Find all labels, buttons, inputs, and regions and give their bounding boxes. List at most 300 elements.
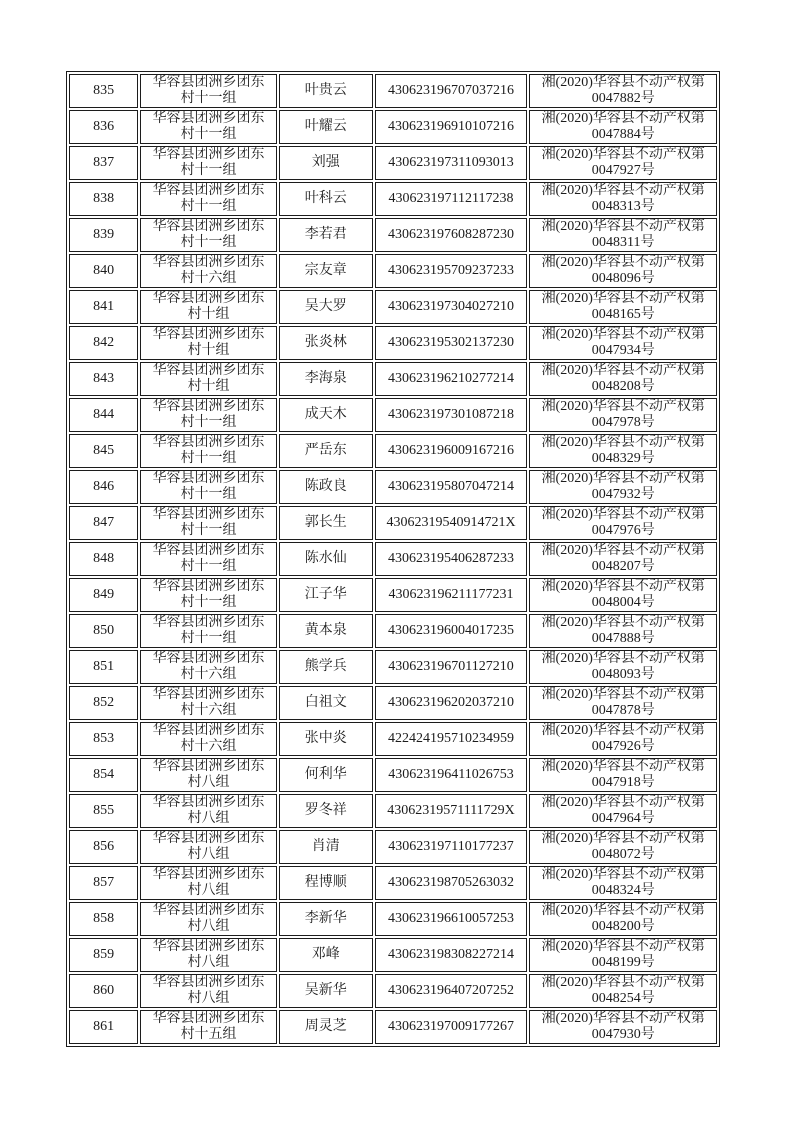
cell-name-text: 江子华 (304, 587, 347, 602)
cell-location-text: 华容县团洲乡团东 (152, 183, 265, 198)
table-row (69, 398, 717, 432)
cell-name-text: 周灵芝 (304, 1019, 347, 1034)
cell-id-number-text: 430623197009177267 (388, 1019, 515, 1034)
cell-id-number (375, 362, 528, 396)
cell-name-text: 罗冬祥 (304, 803, 347, 818)
cell-certificate-text: 0048200号 (591, 919, 655, 934)
cell-location (140, 794, 277, 828)
cell-row-number-text: 850 (93, 623, 115, 638)
cell-location (140, 362, 277, 396)
cell-certificate-text: 湘(2020)华容县不动产权第 (541, 255, 705, 270)
cell-location-text: 村十一组 (180, 415, 237, 430)
cell-id-number-text: 430623197311093013 (388, 155, 514, 170)
cell-certificate-text: 湘(2020)华容县不动产权第 (541, 903, 705, 918)
cell-name-text: 叶耀云 (304, 119, 347, 134)
cell-certificate-text: 0047930号 (591, 1027, 655, 1042)
cell-certificate-text: 湘(2020)华容县不动产权第 (541, 687, 705, 702)
cell-id-number (375, 506, 528, 540)
cell-certificate (529, 722, 717, 756)
cell-row-number-text: 858 (93, 911, 115, 926)
cell-certificate (529, 326, 717, 360)
cell-id-number-text: 430623196707037216 (388, 83, 515, 98)
cell-location-text: 村十组 (187, 307, 230, 322)
cell-certificate-text: 0048199号 (591, 955, 655, 970)
cell-certificate-text: 0047978号 (591, 415, 655, 430)
cell-location-text: 村十一组 (180, 595, 237, 610)
cell-certificate-text: 0047878号 (591, 703, 655, 718)
cell-location-text: 村十一组 (180, 163, 237, 178)
cell-id-number (375, 614, 528, 648)
cell-name (279, 686, 373, 720)
cell-location-text: 村十组 (187, 379, 230, 394)
cell-location (140, 146, 277, 180)
cell-certificate-text: 0048329号 (591, 451, 655, 466)
cell-name (279, 182, 373, 216)
cell-id-number (375, 650, 528, 684)
cell-certificate-text: 湘(2020)华容县不动产权第 (541, 507, 705, 522)
cell-name (279, 614, 373, 648)
cell-row-number (69, 326, 138, 360)
cell-row-number-text: 846 (93, 479, 115, 494)
cell-certificate (529, 434, 717, 468)
cell-row-number (69, 542, 138, 576)
cell-certificate-text: 湘(2020)华容县不动产权第 (541, 831, 705, 846)
cell-location-text: 华容县团洲乡团东 (152, 867, 265, 882)
cell-name (279, 794, 373, 828)
cell-location (140, 902, 277, 936)
cell-row-number (69, 470, 138, 504)
cell-id-number-text: 430623195406287233 (388, 551, 515, 566)
cell-certificate-text: 湘(2020)华容县不动产权第 (541, 183, 705, 198)
cell-location (140, 974, 277, 1008)
cell-name (279, 722, 373, 756)
table-row (69, 110, 717, 144)
cell-certificate (529, 614, 717, 648)
cell-row-number (69, 110, 138, 144)
cell-row-number-text: 837 (93, 155, 115, 170)
cell-certificate (529, 578, 717, 612)
cell-id-number-text: 430623196211177231 (388, 587, 514, 602)
cell-location-text: 村十六组 (180, 739, 237, 754)
cell-name (279, 326, 373, 360)
cell-name-text: 刘强 (311, 155, 340, 170)
cell-certificate-text: 湘(2020)华容县不动产权第 (541, 975, 705, 990)
cell-row-number-text: 844 (93, 407, 115, 422)
cell-certificate (529, 794, 717, 828)
table-row (69, 686, 717, 720)
cell-row-number-text: 843 (93, 371, 115, 386)
cell-certificate (529, 974, 717, 1008)
cell-location (140, 542, 277, 576)
cell-certificate-text: 湘(2020)华容县不动产权第 (541, 795, 705, 810)
cell-location-text: 华容县团洲乡团东 (152, 939, 265, 954)
cell-row-number-text: 840 (93, 263, 115, 278)
cell-name (279, 506, 373, 540)
cell-certificate-text: 湘(2020)华容县不动产权第 (541, 435, 705, 450)
cell-id-number (375, 866, 528, 900)
cell-name (279, 110, 373, 144)
cell-certificate-text: 0048208号 (591, 379, 655, 394)
cell-name-text: 成天木 (304, 407, 347, 422)
cell-certificate-text: 0048313号 (591, 199, 655, 214)
cell-row-number (69, 650, 138, 684)
cell-name (279, 398, 373, 432)
cell-name-text: 白祖文 (304, 695, 347, 710)
cell-location-text: 华容县团洲乡团东 (152, 687, 265, 702)
cell-certificate-text: 湘(2020)华容县不动产权第 (541, 651, 705, 666)
cell-location (140, 722, 277, 756)
cell-id-number (375, 578, 528, 612)
cell-location-text: 华容县团洲乡团东 (152, 759, 265, 774)
cell-certificate-text: 0047926号 (591, 739, 655, 754)
cell-id-number-text: 430623198308227214 (388, 947, 515, 962)
cell-location-text: 村十五组 (180, 1027, 237, 1042)
cell-certificate (529, 542, 717, 576)
cell-certificate-text: 0048254号 (591, 991, 655, 1006)
cell-certificate-text: 湘(2020)华容县不动产权第 (541, 939, 705, 954)
cell-certificate-text: 湘(2020)华容县不动产权第 (541, 399, 705, 414)
cell-certificate (529, 290, 717, 324)
cell-row-number-text: 855 (93, 803, 115, 818)
cell-name (279, 758, 373, 792)
cell-certificate-text: 0048165号 (591, 307, 655, 322)
cell-row-number-text: 851 (93, 659, 115, 674)
cell-id-number (375, 830, 528, 864)
cell-location-text: 华容县团洲乡团东 (152, 363, 265, 378)
table-row (69, 974, 717, 1008)
cell-row-number (69, 290, 138, 324)
cell-id-number (375, 326, 528, 360)
cell-id-number (375, 254, 528, 288)
cell-name-text: 郭长生 (304, 515, 347, 530)
cell-location-text: 村十一组 (180, 91, 237, 106)
cell-certificate-text: 0048207号 (591, 559, 655, 574)
table-row (69, 1010, 717, 1044)
cell-row-number (69, 938, 138, 972)
cell-certificate (529, 506, 717, 540)
cell-location-text: 村十一组 (180, 451, 237, 466)
cell-row-number-text: 836 (93, 119, 115, 134)
cell-name-text: 宗友章 (304, 263, 347, 278)
cell-id-number-text: 430623197301087218 (388, 407, 515, 422)
cell-id-number (375, 290, 528, 324)
cell-id-number-text: 430623197608287230 (388, 227, 515, 242)
cell-certificate-text: 0048096号 (591, 271, 655, 286)
cell-id-number-text: 430623196009167216 (388, 443, 515, 458)
table-row (69, 182, 717, 216)
cell-row-number (69, 218, 138, 252)
cell-certificate-text: 湘(2020)华容县不动产权第 (541, 471, 705, 486)
cell-name (279, 974, 373, 1008)
cell-certificate (529, 110, 717, 144)
cell-location-text: 华容县团洲乡团东 (152, 903, 265, 918)
cell-name (279, 542, 373, 576)
cell-location-text: 华容县团洲乡团东 (152, 1011, 265, 1026)
cell-name-text: 何利华 (304, 767, 347, 782)
table-row (69, 614, 717, 648)
cell-location-text: 村十六组 (180, 271, 237, 286)
table-row (69, 902, 717, 936)
table-row (69, 650, 717, 684)
cell-certificate-text: 0048311号 (591, 235, 655, 250)
cell-name (279, 938, 373, 972)
cell-row-number (69, 398, 138, 432)
cell-id-number-text: 430623195807047214 (388, 479, 515, 494)
cell-location (140, 290, 277, 324)
cell-location (140, 398, 277, 432)
table-row (69, 866, 717, 900)
cell-location-text: 华容县团洲乡团东 (152, 291, 265, 306)
cell-location-text: 村十一组 (180, 487, 237, 502)
cell-location-text: 华容县团洲乡团东 (152, 543, 265, 558)
cell-row-number-text: 841 (93, 299, 115, 314)
cell-location (140, 182, 277, 216)
cell-location-text: 村八组 (187, 883, 230, 898)
cell-location-text: 华容县团洲乡团东 (152, 75, 265, 90)
cell-row-number-text: 848 (93, 551, 115, 566)
cell-certificate-text: 0047927号 (591, 163, 655, 178)
cell-certificate-text: 0047976号 (591, 523, 655, 538)
cell-name-text: 陈政良 (304, 479, 347, 494)
cell-row-number-text: 860 (93, 983, 115, 998)
cell-row-number (69, 974, 138, 1008)
cell-certificate-text: 湘(2020)华容县不动产权第 (541, 111, 705, 126)
cell-row-number-text: 861 (93, 1019, 115, 1034)
cell-id-number-text: 430623196411026753 (388, 767, 514, 782)
cell-id-number (375, 434, 528, 468)
cell-location-text: 村十六组 (180, 667, 237, 682)
cell-location (140, 254, 277, 288)
cell-name-text: 严岳东 (304, 443, 347, 458)
cell-location-text: 村十六组 (180, 703, 237, 718)
cell-id-number-text: 43062319571111729X (387, 803, 515, 818)
cell-location-text: 华容县团洲乡团东 (152, 795, 265, 810)
cell-certificate-text: 0047932号 (591, 487, 655, 502)
cell-row-number (69, 794, 138, 828)
cell-location-text: 华容县团洲乡团东 (152, 219, 265, 234)
cell-certificate-text: 0047934号 (591, 343, 655, 358)
cell-location-text: 华容县团洲乡团东 (152, 507, 265, 522)
table-row (69, 290, 717, 324)
cell-certificate (529, 218, 717, 252)
cell-certificate-text: 0048324号 (591, 883, 655, 898)
cell-row-number-text: 849 (93, 587, 115, 602)
cell-location-text: 村八组 (187, 955, 230, 970)
cell-certificate-text: 湘(2020)华容县不动产权第 (541, 327, 705, 342)
cell-row-number-text: 852 (93, 695, 115, 710)
cell-row-number-text: 853 (93, 731, 115, 746)
cell-name-text: 吴新华 (304, 983, 347, 998)
cell-certificate (529, 686, 717, 720)
cell-location (140, 110, 277, 144)
cell-row-number (69, 686, 138, 720)
cell-row-number-text: 845 (93, 443, 115, 458)
cell-certificate-text: 0048093号 (591, 667, 655, 682)
cell-name-text: 程博顺 (304, 875, 347, 890)
table-row (69, 830, 717, 864)
cell-id-number (375, 470, 528, 504)
cell-row-number-text: 835 (93, 83, 115, 98)
table-row (69, 470, 717, 504)
cell-location-text: 村八组 (187, 991, 230, 1006)
cell-name (279, 866, 373, 900)
cell-row-number (69, 614, 138, 648)
cell-location-text: 华容县团洲乡团东 (152, 471, 265, 486)
cell-row-number (69, 182, 138, 216)
cell-id-number (375, 686, 528, 720)
cell-name (279, 254, 373, 288)
cell-location (140, 434, 277, 468)
cell-location-text: 华容县团洲乡团东 (152, 111, 265, 126)
cell-certificate-text: 0047918号 (591, 775, 655, 790)
cell-certificate (529, 146, 717, 180)
cell-id-number-text: 43062319540914721X (386, 515, 516, 530)
cell-location (140, 650, 277, 684)
cell-certificate (529, 1010, 717, 1044)
cell-id-number-text: 430623196004017235 (388, 623, 515, 638)
cell-certificate-text: 湘(2020)华容县不动产权第 (541, 363, 705, 378)
table-row (69, 578, 717, 612)
cell-name (279, 830, 373, 864)
cell-name (279, 434, 373, 468)
cell-row-number (69, 254, 138, 288)
cell-location-text: 村十组 (187, 343, 230, 358)
cell-name (279, 578, 373, 612)
table-row (69, 326, 717, 360)
cell-location-text: 华容县团洲乡团东 (152, 651, 265, 666)
cell-id-number (375, 938, 528, 972)
cell-name-text: 李海泉 (304, 371, 347, 386)
cell-id-number (375, 398, 528, 432)
cell-location-text: 华容县团洲乡团东 (152, 615, 265, 630)
cell-location-text: 华容县团洲乡团东 (152, 831, 265, 846)
cell-location (140, 686, 277, 720)
cell-id-number-text: 430623197304027210 (388, 299, 515, 314)
cell-row-number (69, 758, 138, 792)
cell-name (279, 470, 373, 504)
cell-row-number (69, 74, 138, 108)
cell-certificate (529, 182, 717, 216)
cell-location-text: 村十一组 (180, 631, 237, 646)
cell-name-text: 叶贵云 (304, 83, 347, 98)
cell-id-number-text: 430623196910107216 (388, 119, 515, 134)
cell-name-text: 叶科云 (304, 191, 347, 206)
cell-id-number-text: 430623195709237233 (388, 263, 515, 278)
cell-id-number (375, 1010, 528, 1044)
cell-certificate (529, 866, 717, 900)
table-row (69, 362, 717, 396)
cell-row-number (69, 146, 138, 180)
cell-certificate (529, 758, 717, 792)
cell-certificate-text: 湘(2020)华容县不动产权第 (541, 543, 705, 558)
cell-location (140, 74, 277, 108)
cell-certificate (529, 938, 717, 972)
cell-id-number (375, 542, 528, 576)
cell-location (140, 614, 277, 648)
cell-row-number (69, 362, 138, 396)
cell-location-text: 村八组 (187, 919, 230, 934)
cell-certificate-text: 0047884号 (591, 127, 655, 142)
cell-location-text: 村八组 (187, 847, 230, 862)
cell-location-text: 村十一组 (180, 559, 237, 574)
cell-id-number (375, 794, 528, 828)
cell-name-text: 黄本泉 (304, 623, 347, 638)
cell-id-number (375, 146, 528, 180)
cell-row-number-text: 857 (93, 875, 115, 890)
cell-location (140, 506, 277, 540)
cell-row-number (69, 902, 138, 936)
cell-id-number (375, 722, 528, 756)
cell-id-number-text: 430623197112117238 (388, 191, 514, 206)
cell-certificate-text: 0047882号 (591, 91, 655, 106)
cell-location-text: 村八组 (187, 811, 230, 826)
cell-certificate-text: 湘(2020)华容县不动产权第 (541, 579, 705, 594)
cell-certificate-text: 0048072号 (591, 847, 655, 862)
cell-certificate (529, 398, 717, 432)
cell-location-text: 村十一组 (180, 127, 237, 142)
cell-location (140, 326, 277, 360)
cell-row-number-text: 859 (93, 947, 115, 962)
cell-location-text: 华容县团洲乡团东 (152, 975, 265, 990)
cell-name (279, 902, 373, 936)
registration-table (66, 71, 720, 1047)
cell-certificate-text: 湘(2020)华容县不动产权第 (541, 759, 705, 774)
cell-id-number-text: 430623198705263032 (388, 875, 515, 890)
cell-row-number-text: 839 (93, 227, 115, 242)
cell-name (279, 1010, 373, 1044)
cell-row-number (69, 578, 138, 612)
cell-id-number (375, 74, 528, 108)
cell-row-number (69, 722, 138, 756)
table-row (69, 938, 717, 972)
cell-certificate-text: 湘(2020)华容县不动产权第 (541, 615, 705, 630)
cell-name-text: 吴大罗 (304, 299, 347, 314)
table-row (69, 74, 717, 108)
table-row (69, 218, 717, 252)
cell-location (140, 1010, 277, 1044)
cell-certificate (529, 254, 717, 288)
cell-certificate (529, 470, 717, 504)
cell-name-text: 李新华 (304, 911, 347, 926)
cell-row-number (69, 506, 138, 540)
cell-id-number-text: 430623197110177237 (388, 839, 514, 854)
cell-certificate (529, 650, 717, 684)
cell-row-number-text: 854 (93, 767, 115, 782)
cell-name-text: 肖清 (311, 839, 340, 854)
cell-location-text: 华容县团洲乡团东 (152, 327, 265, 342)
cell-location-text: 华容县团洲乡团东 (152, 723, 265, 738)
cell-id-number (375, 110, 528, 144)
cell-certificate-text: 湘(2020)华容县不动产权第 (541, 291, 705, 306)
cell-location-text: 村十一组 (180, 235, 237, 250)
cell-location-text: 华容县团洲乡团东 (152, 255, 265, 270)
cell-id-number (375, 758, 528, 792)
cell-location (140, 830, 277, 864)
cell-certificate-text: 0047964号 (591, 811, 655, 826)
table-row (69, 758, 717, 792)
cell-name-text: 陈水仙 (304, 551, 347, 566)
cell-row-number-text: 838 (93, 191, 115, 206)
cell-location-text: 华容县团洲乡团东 (152, 579, 265, 594)
cell-location (140, 866, 277, 900)
cell-certificate (529, 902, 717, 936)
cell-name (279, 146, 373, 180)
cell-id-number (375, 182, 528, 216)
cell-certificate-text: 0047888号 (591, 631, 655, 646)
cell-certificate-text: 湘(2020)华容县不动产权第 (541, 147, 705, 162)
table-row (69, 542, 717, 576)
table-row (69, 506, 717, 540)
